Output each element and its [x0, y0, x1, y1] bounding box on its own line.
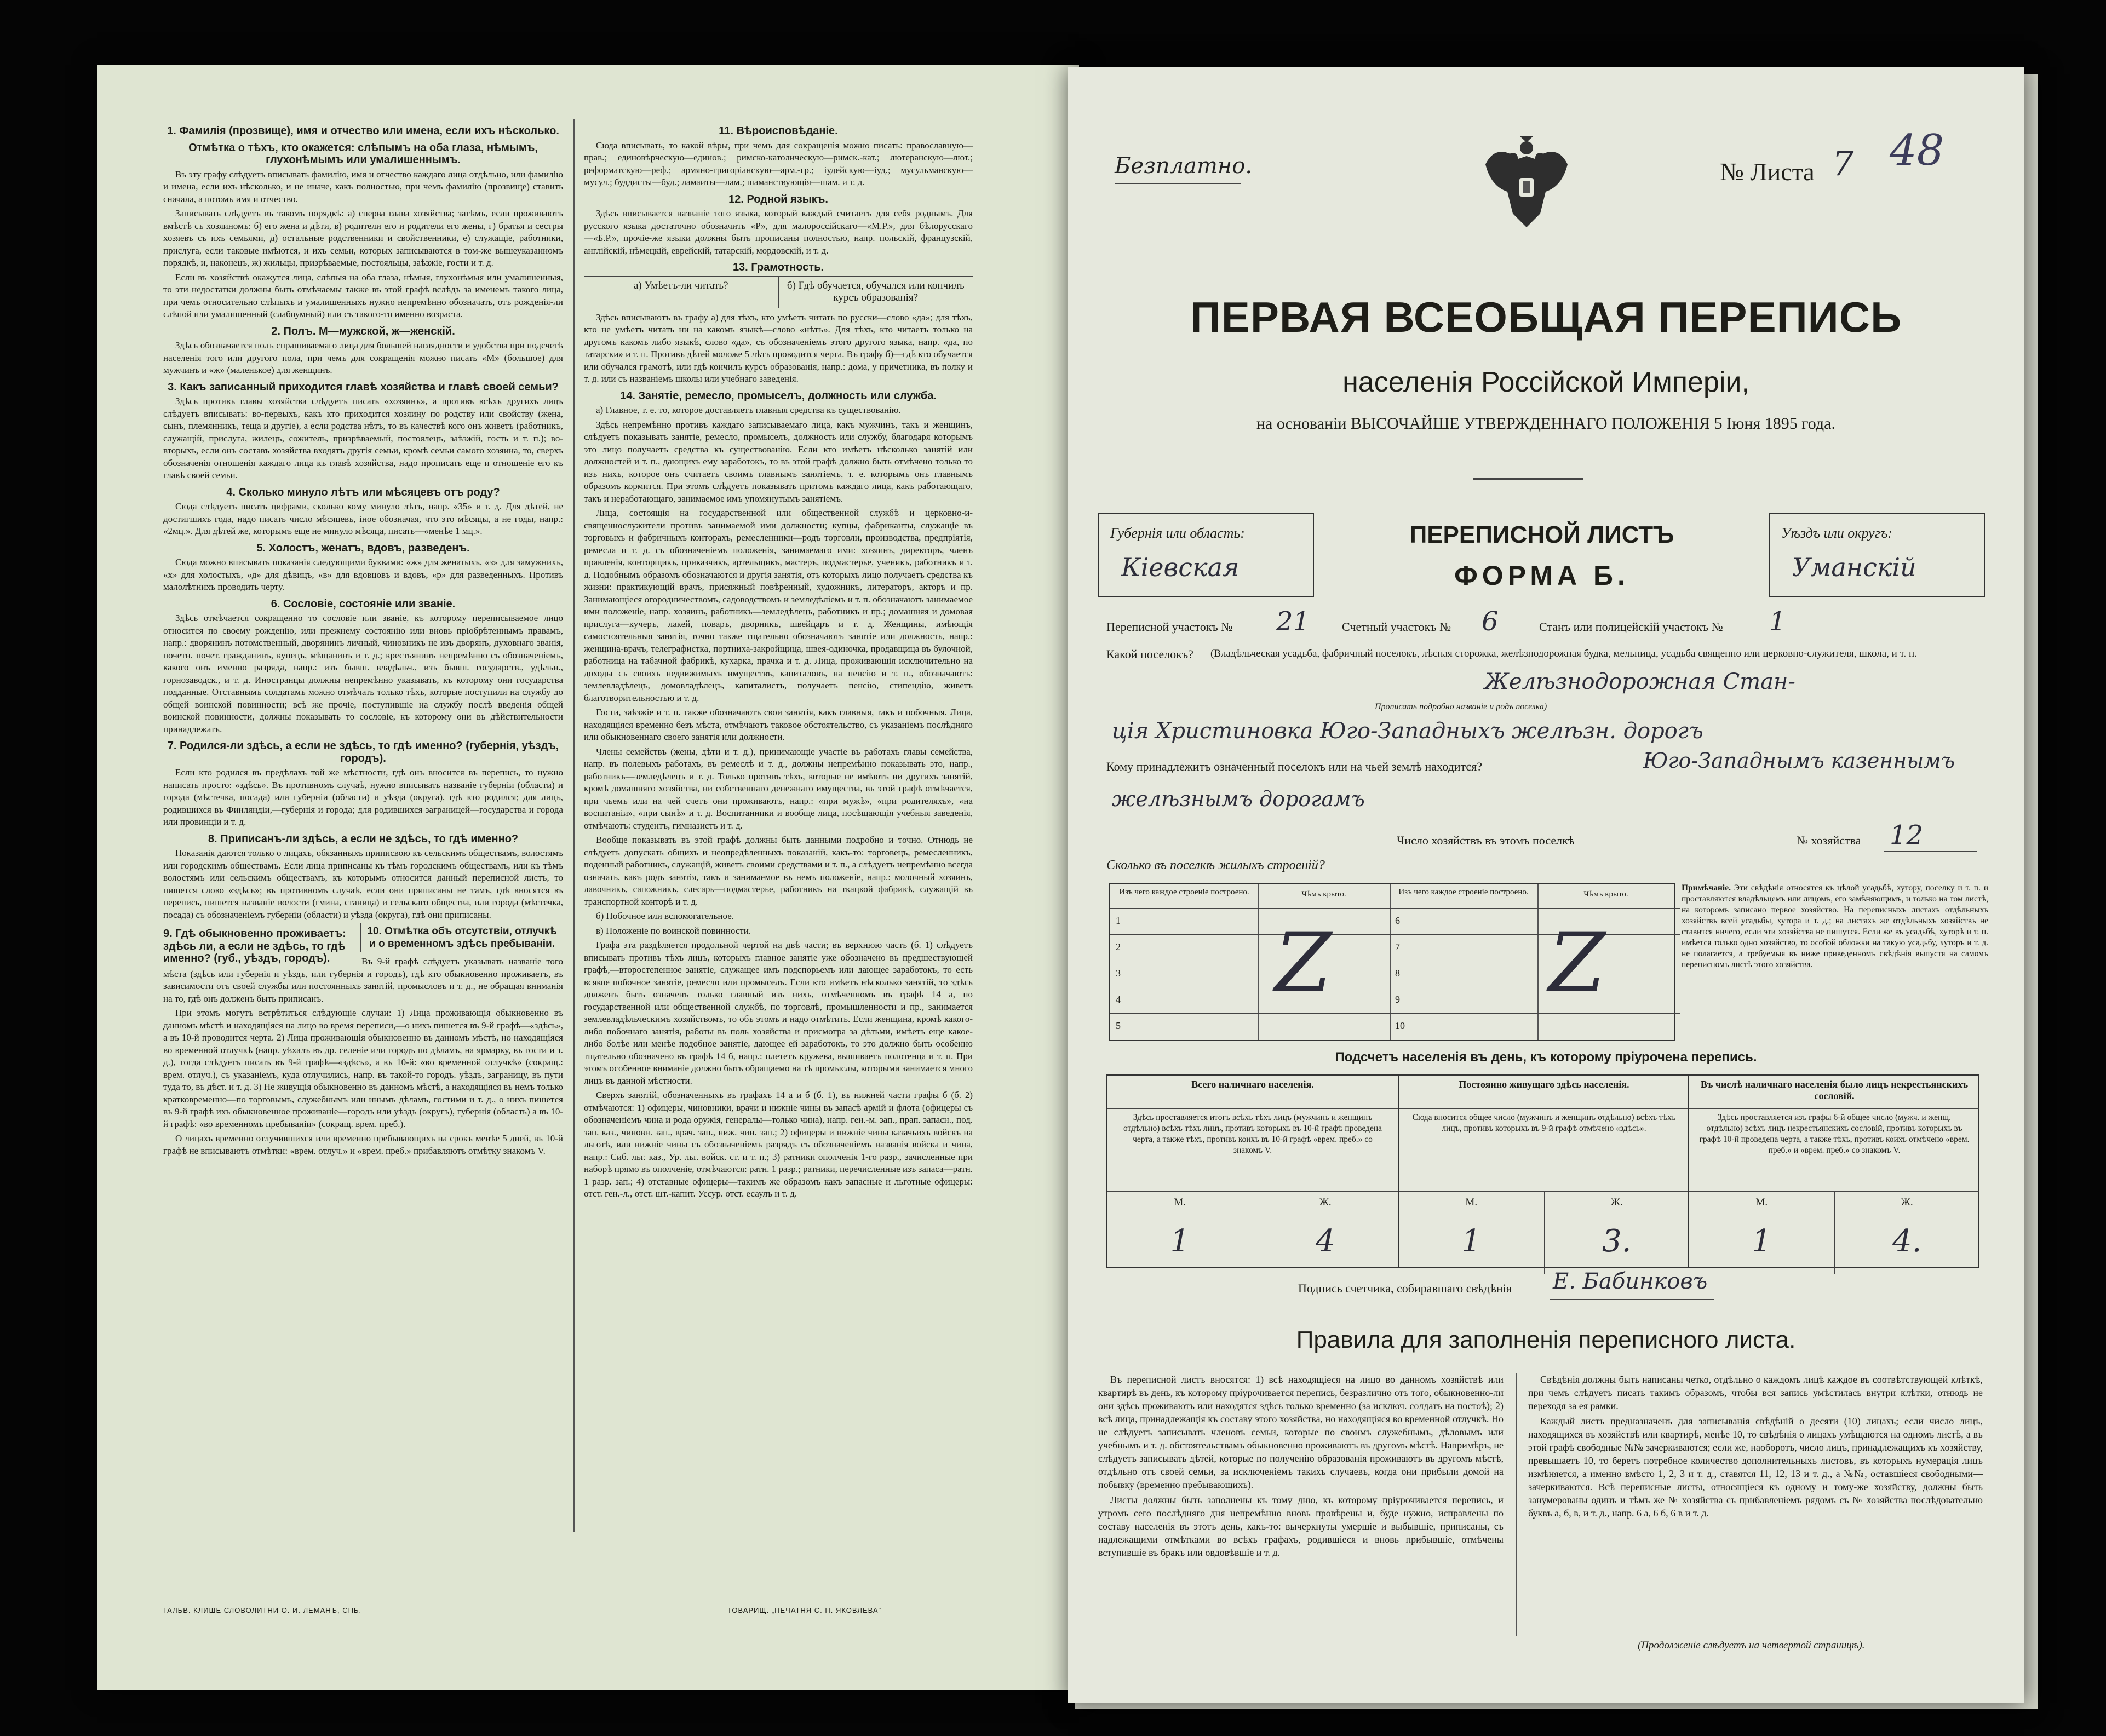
male-count: 1 [1689, 1214, 1835, 1274]
census-area-value: 21 [1276, 606, 1310, 637]
section-heading: Отмѣтка о тѣхъ, кто окажется: слѣпымъ на оба глаза, нѣмымъ, глухонѣмымъ или умалишеннымъ. [188, 141, 538, 166]
province-box [1098, 513, 1314, 597]
settlement-hint: (Владѣльческая усадьба, фабричный поселокъ, лѣсная сторожка, желѣзнодорожная будка, мельница, усадьба священно или церковно-служителя, школа, и т. п. [1210, 648, 1917, 659]
literacy-col-a: а) Умѣетъ-ли читать? [584, 277, 779, 308]
form-subtitle: ФОРМА Б. [1454, 560, 1629, 591]
male-count: 1 [1399, 1214, 1545, 1274]
owner-value-line2: желѣзнымъ дорогамъ [1112, 787, 1365, 811]
building-row-number: 1 [1116, 915, 1121, 926]
male-count: 1 [1107, 1214, 1253, 1274]
section-heading: 13. Грамотность. [732, 261, 824, 273]
signature-label: Подпись счетчика, собиравшаго свѣдѣнія [1298, 1281, 1512, 1295]
district-label: Уѣздъ или округъ: [1781, 525, 1892, 541]
household-number-label: № хозяйства [1797, 833, 1861, 847]
section-heading: 14. Занятіе, ремесло, промыселъ, должность или служба. [620, 389, 937, 402]
female-label: Ж. [1901, 1197, 1913, 1208]
count-area-value: 6 [1482, 606, 1499, 637]
settlement-value-line1: Желѣзнодорожная Стан- [1484, 669, 1795, 694]
section-heading: 8. Приписанъ-ли здѣсь, а если не здѣсь, то гдѣ именно? [208, 832, 519, 845]
section-paragraph: Сверхъ занятій, обозначенныхъ въ графахъ 14 а и б (б. 1), въ нижней части графы б (б. 2) отмѣчаются: 1) офицеры, чиновники, врачи и нижніе чины въ запасѣ армій и флота (офицеры съ обозначеніемъ чина и рода оружія, генералы—только чина), напр. ген.-м. зап., прап. запасн., под. зап. каз., чиновн. зап., врач. зап., ниж. чин. зап.; 2) офицеры и нижніе чины казачьихъ войскъ на льготѣ, или нижніе чины съ обозначеніемъ разрядъ съ обозначеніемъ названія войска и чина, напр.: Сиб. льг. каз., Ур. льг. войск. ст. и т. п.; 3) ратники ополченія 1-го разр., зачисленные при наборѣ прямо въ ополченіе, отмѣчаются: ратн. 1 разр.; ратники, перечисленные изъ запаса—ратн. 1 разр. зап.; 4) отставные офицеры—такимъ же образомъ какъ запасные и льготные офицеры: отст. ген.-л., отст. шт.-капит. Уссур. отст. есаулъ и т. д. [584, 1090, 973, 1199]
page-subtitle-decree: на основаніи ВЫСОЧАЙШЕ УТВЕРЖДЕННАГО ПОЛОЖЕНІЯ 5 Іюня 1895 года. [1256, 415, 1835, 433]
building-row [1390, 908, 1680, 934]
tally-column-head: Всего наличнаго населенія. [1107, 1076, 1398, 1109]
section-paragraph: Здѣсь отмѣчается сокращенно то сословіе или званіе, къ которому переписываемое лицо относится по своему рожденію, или прежнему состоянію или вновь пріобрѣтеннымъ правамъ, напр.: дворянинъ потомственный, дворянинъ личный, чиновникъ не изъ дворянъ, духовнаго званія, почетн. почет. гражданинъ, купецъ, мѣщанинъ и т. д.; крестьянинъ непремѣнно съ обозначеніемъ, какого онъ именно разряда, напр.: изъ бывш. владѣльч., изъ бывш. государств., удѣльн., горнозаводск., и т. д. Иностранцы должны непремѣнно указывать, къ которому они государства подданные. Отставнымъ солдатамъ можно отмѣчать только тѣхъ, которые поступили на службу до общей воинской повинности; всѣ же прочіе, поступившіе на службу послѣ введенія общей воинской повинности, должны показывать то сословіе, къ которому они въ дѣйствительности принадлежатъ. [163, 613, 563, 734]
male-label: М. [1107, 1192, 1253, 1214]
province-value: Кіевская [1121, 553, 1240, 582]
tally-column-desc: Здѣсь проставляется итогъ всѣхъ тѣхъ лицъ (мужчинъ и женщинъ отдѣльно) всѣхъ тѣхъ лицъ, противъ которыхъ въ 10-й графѣ проведена черта, а также тѣхъ, противъ коихъ въ 10-й графѣ «врем. преб.» со знакомъ V. [1107, 1109, 1398, 1192]
section-heading: 9. Гдѣ обыкновенно проживаетъ: здѣсь ли, а если не здѣсь, то гдѣ именно? (губ., уѣздъ, городъ). [163, 928, 346, 964]
section-paragraph: Здѣсь противъ главы хозяйства слѣдуетъ писать «хозяинъ», а противъ всѣхъ другихъ лицъ слѣдуетъ вписывать: во-первыхъ, какъ кто приходится хозяину по родству или свойству (жена, сынъ, племянникъ, теща и другіе), а если родства нѣтъ, то въ качествѣ кого онъ живетъ (работникъ, служащій, прислуга, жилецъ, сожитель, призрѣваемый, постоялецъ, заѣзжій, гость и т. п.); во-вторыхъ, если онъ составъ хозяйства входятъ другія семьи, кромѣ семьи самого хозяина, то, сверхъ обозначенія отношенія каждаго лица къ главѣ хозяйства, надо прописать еще и отношеніе его къ главѣ своей семьи. [163, 396, 563, 480]
male-label: М. [1399, 1192, 1545, 1214]
free-underline [1115, 183, 1241, 184]
building-row [1390, 934, 1680, 961]
instructions-column-1 [163, 120, 563, 1572]
rules-left-column [1098, 1373, 1504, 1647]
section-heading: 7. Родился-ли здѣсь, а если не здѣсь, то гдѣ именно? (губернія, уѣздъ, городъ). [167, 740, 559, 764]
free-label: Безплатно. [1115, 153, 1253, 179]
female-count: 3. [1602, 1223, 1632, 1259]
section-paragraph: Если кто родился въ предѣлахъ той же мѣстности, гдѣ онъ вносится въ перепись, то нужно написать просто: «здѣсь». Въ противномъ случаѣ, нужно вписывать названіе губерніи (области) и города (мѣстечка, посада) или губерніи (области) и уѣзда (округа), гдѣ кто родился; для лицъ, родившихся въ Финляндіи,—губернія и города; для родившихся заграницей—государства и города или провинціи и т. д. [163, 767, 563, 827]
buildings-label: Сколько въ поселкѣ жилыхъ строеній? [1106, 858, 1325, 872]
section-paragraph: Сюда вписывать, то какой вѣры, при чемъ для сокращенія можно писать: православную—прав.; единовѣрческую—единов.; римско-католическую—римск.-кат.; лютеранскую—лют.; реформатскую—реф.; армяно-григоріанскую—арм.-гр.; іудейскую—іуд.; мусульманскую—мусул.; буддисты—буд.; ламаиты—лам.; шаманствующія—шам. и т. д. [584, 140, 973, 187]
sheet-number-value: 7 [1832, 143, 1854, 183]
buildings-head-material-left: Изъ чего каждое строеніе построено. [1119, 888, 1249, 896]
building-row-number: 8 [1395, 968, 1400, 979]
section-heading: 5. Холостъ, женатъ, вдовъ, разведенъ. [256, 542, 470, 554]
section-heading-10: 10. Отмѣтка объ отсутствіи, отлучкѣ и о временномъ здѣсь пребываніи. [360, 923, 563, 952]
section-paragraph: Если въ хозяйствѣ окажутся лица, слѣпыя на оба глаза, нѣмыя, глухонѣмыя или умалишенныя, то эти недостатки должны быть отмѣчаемы также въ этой графѣ вслѣдъ за именемъ такого лица, при чемъ относительно слѣпыхъ и умалишенныхъ нужно непремѣнно обозначать, отъ рожденія-ли слѣпой или умалишенный (слабоумный) или съ такого-то именно возраста. [163, 272, 563, 319]
signature-value: Е. Бабинковъ [1553, 1269, 1708, 1294]
owner-label: Кому принадлежитъ означенный поселокъ или на чьей землѣ находится? [1106, 760, 1483, 773]
section-paragraph: Здѣсь вписываютъ въ графу а) для тѣхъ, кто умѣетъ читать по русски—слово «да»; для тѣхъ, кто не умѣетъ читать ни на какомъ языкѣ—слово «нѣтъ». Для тѣхъ, кто читаетъ только на другомъ какомъ либо языкѣ, слово «да», съ обозначеніемъ этого другого языка, напр. «да, по татарски» и т. п. Противъ дѣтей моложе 5 лѣтъ проводится черта. Въ графу б)—гдѣ кто обучается или обучался грамотѣ, или гдѣ кончилъ курсъ образованія, напр.: дома, у причетника, въ полку и т. д. или съ названіемъ школы или учебнаго заведенія. [584, 312, 973, 384]
tally-title: Подсчетъ населенія въ день, къ которому пріурочена перепись. [1335, 1050, 1757, 1065]
section-paragraph: б) Побочное или вспомогательное. [596, 911, 734, 921]
female-label: Ж. [1319, 1197, 1332, 1208]
section-heading: 1. Фамилія (прозвище), имя и отчество или имена, если ихъ нѣсколько. [167, 125, 559, 137]
section-paragraph: Въ эту графу слѣдуетъ вписывать фамилію, имя и отчество каждаго лица отдѣльно, или фамилію и имена, если ихъ нѣсколько, и не иначе, какъ полностью, при чемъ фамилію (прозвище) ставить сначала, а потомъ имя и отчество. [163, 169, 563, 204]
district-box [1769, 513, 1985, 597]
section-paragraph: Здѣсь обозначается полъ спрашиваемаго лица для большей наглядности и удобства при подсчетѣ населенія того или другого пола, при чемъ для сокращенія можно писать «М» (большое) для мужчинъ и «ж» (маленькое) для женщинъ. [163, 340, 563, 375]
building-row [1390, 987, 1680, 1013]
double-headed-eagle-icon [1474, 131, 1579, 235]
section-heading: 11. Вѣроисповѣданіе. [719, 125, 838, 137]
left-page [97, 65, 1079, 1690]
section-heading: 6. Сословіе, состояніе или званіе. [271, 597, 456, 610]
signature-rule [1550, 1299, 1714, 1300]
male-label: М. [1689, 1192, 1835, 1214]
section-paragraph: Въ 9-й графѣ слѣдуетъ указывать названіе того мѣста (здѣсь или губернія и уѣздъ, или губернія и городъ), гдѣ кто обыкновенно проживаетъ, въ зависимости отъ своей службы или постоянныхъ занятій, промысловъ и т. д., не обращая вниманія на то, гдѣ онъ долженъ быть приписанъ. [163, 956, 563, 1004]
building-row [1390, 961, 1680, 987]
section-paragraph: Члены семействъ (жены, дѣти и т. д.), принимающіе участіе въ работахъ главы семейства, напр. въ полевыхъ работахъ, въ ремеслѣ и т. д., должны непремѣнно показывать это, напр., работникъ—земледѣлецъ и т. д. Только противъ тѣхъ, которые не имѣютъ ни другихъ занятій, кромѣ домашняго хозяйства, ни собственнаго денежнаго имущества, въ этой графѣ отмѣчается, при чьемъ или на чей счетъ они проживаютъ, напр.: «при мужѣ», «при родителяхъ», «на воспитаніи», «при сынѣ» и т. д. Воспитанники и вообще лица, посѣщающія учебныя заведенія, отмѣчаютъ: студентъ, гимназистъ и т. д. [584, 746, 973, 831]
rules-paragraph: Въ переписной листъ вносятся: 1) всѣ находящіеся на лицо во данномъ хозяйствѣ или квартирѣ въ день, къ которому пріурочивается перепись, безразлично отъ того, обыкновенно-ли они здѣсь проживаютъ или находятся здѣсь только временно (за исключ. солдатъ на постоѣ); 2) всѣ лица, принадлежащія къ составу этого хозяйства, но находящіяся во временной отлучкѣ. Но не слѣдуетъ записывать членовъ семьи, которые по своимъ служебнымъ, дѣловымъ или учебнымъ и т. д. обстоятельствамъ обыкновенно проживаютъ въ другомъ мѣстѣ. Напримѣръ, не слѣдуетъ записывать дѣтей, которые по полученію образованія проживаютъ въ другомъ мѣстѣ, отдѣльно отъ своей семьи, за исключеніемъ такихъ случаевъ, когда они прибыли домой на побывку (временно пребывающихъ). [1098, 1374, 1504, 1490]
settlement-label: Какой поселокъ? [1106, 647, 1193, 661]
rules-right-column [1528, 1373, 1983, 1636]
section-paragraph: Здѣсь вписывается названіе того языка, который каждый считаетъ для себя роднымъ. Для русского языка достаточно обозначить «Р», для малороссійскаго—«М.Р.», для бѣлорусскаго—«Б.Р.», прочіе-же языки должны быть прописаны полностью, напр. польскій, французскій, англійскій, нѣмецкій, еврейскій, татарскій, мордовскій, и т. д. [584, 208, 973, 256]
section-paragraph: О лицахъ временно отлучившихся или временно пребывающихъ на срокъ менѣе 5 дней, въ 10-й графѣ не вписываютъ отмѣтки: «врем. отлуч.» и «врем. преб.» прибавляютъ отмѣтку знакомъ V. [163, 1133, 563, 1156]
note-text: Эти свѣдѣнія относятся къ цѣлой усадьбѣ, хутору, поселку и т. п. и проставляются владѣльцемъ или лицомъ, его замѣняющимъ, и только на том листѣ, на которомъ записано первое хозяйство. На переписныхъ листахъ отдѣльныхъ хозяйствъ всей усадьбы, хутора и т. д.; на листахъ же отдѣльныхъ хозяйствъ не ставится ничего, если эти хозяйства не пишутся. Если же въ усадьбѣ, хуторѣ и т. п. имѣется только одно хозяйство, то особой обложки на такую усадьбу, хуторъ и т. д. не полагается, а требуемыя въ ниже приведенномъ свѣдѣнія выпустя на самомъ переписномъ листѣ этого хозяйства. [1682, 883, 1988, 969]
police-area-value: 1 [1769, 606, 1786, 637]
household-number-value: 12 [1890, 820, 1924, 850]
section-paragraph: Вообще показывать въ этой графѣ должны быть данными подробно и точно. Отнюдь не слѣдуетъ допускать общихъ и неопредѣленныхъ показаній, какъ-то: торговецъ, ремесленникъ, поденный работникъ, служащій, живетъ своими средствами и т. п., а слѣдуетъ непремѣнно всегда означать, какъ родъ занятія, такъ и занимаемое въ немъ положеніе, напр.: молочный хозяинъ, лавочникъ, сапожникъ, слесарь—подмастерье, работникъ на ткацкой фабрикѣ, служащій въ транспортной конторѣ и т. д. [584, 835, 973, 907]
literacy-subtable [584, 276, 973, 308]
tally-column-desc: Здѣсь проставляется изъ графы 6-й общее число (мужч. и женщ. отдѣльно) всѣхъ лицъ некрестьянскихъ сословій, противъ которыхъ въ графѣ 10-й проведена черта, а также тѣхъ, противъ коихъ отмѣчено «врем. преб.» и «врем. преб.» со знакомъ V. [1689, 1109, 1979, 1192]
buildings-crossout-right: Z [1548, 916, 1606, 1011]
right-page [1068, 67, 2024, 1703]
section-paragraph: Показанія даются только о лицахъ, обязанныхъ приписвою къ сельскимъ обществамъ, волостямъ или городскимъ обществамъ. Если лица приписаны къ тѣмъ городскимъ обществамъ, или къ тѣмъ волостямъ или сельскимъ обществамъ, къ которымъ относится данный переписной листъ, то пишется слово «здѣсь»; въ противномъ случаѣ, если они приписаны не тамъ, гдѣ вносятся въ перепись, пишется названіе волости (гмина, станица) и сельскаго общества, или города (мѣстечка, посада) съ обозначеніемъ губерніи (области) и уѣзда (округа), гдѣ они приписаны. [163, 848, 563, 920]
province-label: Губернія или область: [1110, 525, 1245, 541]
female-count: 4. [1892, 1223, 1922, 1259]
building-row-number: 3 [1116, 968, 1121, 979]
tally-column-head: Въ числѣ наличнаго населенія было лицъ некрестьянскихъ сословій. [1689, 1076, 1979, 1109]
form-title: ПЕРЕПИСНОЙ ЛИСТЪ [1409, 521, 1674, 548]
district-value: Уманскій [1792, 553, 1916, 582]
note-title: Примѣчаніе. [1682, 883, 1731, 893]
section-paragraph: Сюда слѣдуетъ писать цифрами, сколько кому минуло лѣтъ, напр. «35» и т. д. Для дѣтей, не достигшихъ года, надо писать число мѣсяцевъ, іное обозначая, что это мѣсяцы, а не годы, напр.: «2мц.». Для дѣтей же, которымъ еще не минуло мѣсяца, писать—«менѣе 1 мц.». [163, 501, 563, 536]
page-subtitle: населенія Россійской Имперіи, [1342, 366, 1749, 398]
archive-number: 48 [1890, 126, 1944, 175]
rules-paragraph: Каждый листъ предназначенъ для записыванія свѣдѣній о десяти (10) лицахъ; если число лицъ, находящихся въ хозяйствѣ или квартирѣ, менѣе 10, то свѣдѣнія о лицахъ умѣщаются на одномъ листѣ, а въ этой графѣ свободные №№ зачеркиваются; если же, наоборотъ, число лицъ, принадлежащихъ къ хозяйству, превышаетъ 10, то беретъ потребное количество дополнительныхъ листовъ, въ которыхъ нумерація лицъ измѣняется, а именно вмѣсто 1, 2, 3 и т. д., ставятся 11, 12, 13 и т. д., а №№, оставшіеся свободными—зачеркиваются. Всѣ переписные листы, относящіеся къ одному и тому-же хозяйству, должны быть занумерованы одинъ и тѣмъ же № хозяйства съ прибавленіемъ рядомъ съ № хозяйства послѣдовательно буквъ а, б, в, и т. д., напр. 6 а, 6 б, 6 в и т. д. [1528, 1416, 1983, 1519]
tally-column [1688, 1076, 1979, 1267]
building-row-number: 6 [1395, 915, 1400, 926]
page-title: ПЕРВАЯ ВСЕОБЩАЯ ПЕРЕПИСЬ [1190, 293, 1902, 341]
buildings-note [1682, 883, 1988, 970]
buildings-head-roof-right: Чѣмъ крыто. [1583, 890, 1628, 899]
section-paragraph: а) Главное, т. е. то, которое доставляетъ главныя средства къ существованію. [596, 405, 901, 415]
buildings-crossout-left: Z [1275, 916, 1332, 1011]
tally-column-desc: Сюда вносится общее число (мужчинъ и женщинъ отдѣльно) всѣхъ тѣхъ лицъ, противъ которыхъ въ 9-й графѣ отмѣчено «здѣсь». [1399, 1109, 1689, 1192]
settlement-value-line2: ція Христиновка Юго-Западныхъ желѣзн. дорогъ [1112, 718, 1703, 744]
building-row [1390, 1013, 1680, 1039]
continued-note: (Продолженіе слѣдуетъ на четвертой страницѣ). [1638, 1640, 1865, 1651]
building-row-number: 4 [1116, 994, 1121, 1005]
settlement-hint-2: Прописать подробно названіе и родъ поселка) [1375, 702, 1547, 711]
household-rule [1884, 851, 1977, 852]
tally-table [1106, 1074, 1979, 1268]
rules-paragraph: Листы должны быть заполнены къ тому дню, къ которому пріурочивается перепись, и утромъ сего послѣдняго дня непремѣнно вновь провѣрены и, буде нужно, исправлены по составу населенія въ этотъ день, какъ-то: вычеркнуты умершіе и выбывшіе, приписаны, съ надлежащими отмѣтками во всѣхъ графахъ, родившіеся и вновь прибывшіе, отмѣчены вступившіе въ бракъ или овдовѣвшіе и т. д. [1098, 1494, 1504, 1558]
building-row-number: 5 [1116, 1020, 1121, 1031]
building-row-number: 7 [1395, 941, 1400, 952]
tally-column [1107, 1076, 1398, 1267]
count-area-label: Счетный участокъ № [1342, 620, 1451, 634]
literacy-col-b: б) Гдѣ обучается, обучался или кончилъ курсъ образованія? [787, 279, 965, 303]
buildings-table [1109, 883, 1675, 1041]
owner-value-line1: Юго-Западнымъ казеннымъ [1643, 749, 1955, 773]
census-area-label: Переписной участокъ № [1106, 620, 1233, 634]
section-paragraph: Лица, состоящія на государственной или общественной службѣ и церковно-и-священнослужители противъ занимаемой ими должности; купцы, фабриканты, служащіе въ торговыхъ и фабричныхъ конторахъ, ремесленники—родъ торговли, производства, предпріятія, ремесла и т. д. съ обозначеніемъ положенія, занимаемаго ими: хозяинъ, директоръ, членъ правленія, конторщикъ, приказчикъ, артельщикъ, мастеръ, подмастерье, ученикъ, работникъ и т. д. Подобнымъ образомъ обозначаются и другія занятія, отъ которыхъ лицо получаетъ средства къ жизни: практикующій врачъ, присяжный повѣренный, художникъ, литераторъ, акторъ и пр. Занимающіеся огородничествомъ, садоводствомъ и земледѣліемъ и т. п. обозначаютъ занимаемое ими положеніе, напр. хозяинъ, работникъ—земледѣлецъ, работникъ и пр.; домашняя и домовая прислуга—кучеръ, лакей, поваръ, дворникъ, швейцаръ и т. д. Женщины, имѣющія самостоятельныя занятія, точно также тщательно обозначаютъ занятіе или должность, напр.: женщина-врачъ, телеграфистка, портниха-закройщица, швея-одиночка, продавщица въ булочной, работница на табачной фабрикѣ, кухарка, прачка и т. д. Лица, проживающія исключительно на доходы съ своихъ недвижимыхъ имуществъ, капиталовъ, на пенсію и т. п., обозначаютъ: землевладѣлецъ, домовладѣлецъ, капиталистъ, получаетъ пенсію, стипендію, живетъ благотворительностью и т. д. [584, 508, 973, 703]
police-area-label: Станъ или полицейскій участокъ № [1539, 620, 1723, 634]
rules-title: Правила для заполненія переписного листа. [1296, 1326, 1796, 1353]
section-heading: 2. Полъ. М—мужской, ж—женскій. [271, 325, 455, 337]
tally-column-head: Постоянно живущаго здѣсь населенія. [1399, 1076, 1689, 1109]
households-label: Число хозяйствъ въ этомъ поселкѣ [1397, 833, 1575, 847]
printer-footer-right: ТОВАРИЩ. „ПЕЧАТНЯ С. П. ЯКОВЛЕВА" [727, 1606, 882, 1614]
section-paragraph: Графа эта раздѣляется продольной чертой на двѣ части; въ верхнюю часть (б. 1) слѣдуетъ вписывать противъ тѣхъ лицъ, которыхъ главное занятіе уже обозначено въ предшествующей графѣ,—второстепенное занятіе, служащее имъ подспорьемъ или дающее заработокъ, то есть всякое побочное занятіе, ремесло или промыселъ. Если кто имѣетъ нѣсколько занятій, то здѣсь долженъ быть означенъ только главный изъ нихъ, отмѣченномъ въ графѣ 14 а, по государственной или общественной службѣ, по торговлѣ, промышленности и пр., занимается землевладѣльческимъ хозяйствомъ, то объ этомъ и надо отмѣтить. Если женщина, кромѣ какого-либо побочнаго занятія, работы въ поль хозяйства и присмотра за дѣтьми, имѣетъ еще какое-либо болѣе или менѣе подобное занятіе, дающее ей заработокъ, то это должно быть особенно тщательно обозначено въ графѣ 14 б, напр.: плететъ кружева, вышиваетъ полотенца и т. п. При этомъ особенное вниманіе должно быть обращаемо на тѣ промыслы, которыми занимается много лицъ въ данной мѣстности. [584, 940, 973, 1086]
sheet-number-label: № Листа [1720, 158, 1815, 186]
building-row-number: 10 [1395, 1020, 1405, 1031]
building-row-number: 9 [1395, 994, 1400, 1005]
section-paragraph: Гости, заѣзжіе и т. п. также обозначаютъ свои занятія, какъ главныя, такъ и побочныя. Лица, находящіяся временно безъ мѣста, отмѣчаютъ таковое обстоятельство, съ указаніемъ послѣдняго или обыкновеннаго своего занятія или должности. [584, 707, 973, 742]
section-paragraph: Здѣсь непремѣнно противъ каждаго записываемаго лица, какъ мужчинъ, такъ и женщинъ, слѣдуетъ показывать занятіе, ремесло, промыселъ, должность или службу, благодаря которымъ это лицо получаетъ средства къ существованію. Если кто имѣетъ нѣсколько занятій или должностей и т. п., дающихъ ему заработокъ, то въ этой графѣ должно быть отмѣчено только то изъ нихъ, которое онъ считаетъ своимъ главнымъ занятіемъ, т. е. которымъ онъ главнымъ образомъ кормится. При этомъ слѣдуетъ показывать притомъ каждаго лица, какъ работающаго, такъ и неработающаго, занимаемое имъ упомянутымъ занятіемъ. [584, 419, 973, 504]
buildings-head-roof-left: Чѣмъ крыто. [1301, 890, 1346, 899]
section-heading: 3. Какъ записанный приходится главѣ хозяйства и главѣ своей семьи? [168, 381, 559, 393]
title-rule [1473, 478, 1583, 480]
building-row-number: 2 [1116, 941, 1121, 952]
printer-footer-left: ГАЛЬВ. КЛИШЕ СЛОВОЛИТНИ О. И. ЛЕМАНЪ, СПБ. [163, 1606, 362, 1614]
section-paragraph: в) Положеніе по воинской повинности. [596, 925, 751, 936]
female-label: Ж. [1610, 1197, 1623, 1208]
instructions-column-2 [584, 120, 973, 1522]
section-heading: 4. Сколько минуло лѣтъ или мѣсяцевъ отъ роду? [226, 486, 500, 498]
buildings-head-material-right: Изъ чего каждое строеніе построено. [1398, 888, 1529, 896]
section-paragraph: При этомъ могутъ встрѣтиться слѣдующіе случаи: 1) Лица проживающія обыкновенно въ данномъ мѣстѣ и находящіяся на лицо во время переписи,—о нихъ пишется въ 9-й графѣ—«здѣсь», а въ 10-й проводится черта. 2) Лица проживающія обыкновенно въ данномъ мѣстѣ, но находящіяся во временной отлучкѣ (напр. уѣхалъ въ др. селеніе или городъ по дѣламъ, на ярмарку, въ гости и т. д.), тогда слѣдуетъ писать въ 9-й графѣ—«здѣсь», а въ 10-й: «во временной отлучкѣ» (сокращ.: врем. отлуч.), съ указаніемъ, куда отлучились, напр. въ такой-то городъ. уѣздъ, заграницу, въ пути туда то, въ дѣст. и т. д. 3) Не живущія обыкновенно въ данномъ мѣстѣ, а находящіяся въ немъ только кратковременно—по торговымъ, служебнымъ или инымъ дѣламъ, гостими и т. д., о нихъ пишется въ 9-й графѣ ихъ обыкновенное проживаніе—городъ или уѣздъ (округъ), губернія (область) а въ 10-й графѣ: «во временномъ пребываніи» (сокращ. врем. преб.). [163, 1008, 563, 1129]
rules-paragraph: Свѣдѣнія должны быть написаны четко, отдѣльно о каждомъ лицѣ каждое въ соотвѣтствующей клѣткѣ, при чемъ слѣдуетъ писать такимъ образомъ, чтобы вся запись умѣстилась внутри клѣтки, отнюдь не переходя за ея рамки. [1528, 1374, 1983, 1411]
column-divider [573, 119, 575, 1532]
section-paragraph: Сюда можно вписывать показанія следующими буквами: «ж» для женатыхъ, «з» для замужнихъ, «х» для холостыхъ, «д» для дѣвицъ, «в» для вдовцовъ и вдовъ, «р» для разведенныхъ. Противъ малолѣтнихъ проводить черту. [163, 557, 563, 592]
section-paragraph: Записывать слѣдуетъ въ такомъ порядкѣ: а) сперва глава хозяйства; затѣмъ, если проживаютъ вмѣстѣ съ хозяиномъ: б) его жена и дѣти, в) родители его и родители его жены, г) братья и сестры хозяевъ съ ихъ семьями, д) остальные родственники и свойственники, е) служащіе, работники, прислуга, если таковые имѣются, и ихъ семьи, которых записываются в том-же вышеуказанномъ порядкѣ, и, наконецъ, ж) жильцы, призрѣваемые, постояльцы, заѣзжіе, гости и т. д. [163, 208, 563, 268]
tally-column [1398, 1076, 1689, 1267]
rules-divider [1516, 1373, 1517, 1636]
section-heading: 12. Родной языкъ. [728, 193, 828, 205]
female-count: 4 [1315, 1223, 1335, 1259]
